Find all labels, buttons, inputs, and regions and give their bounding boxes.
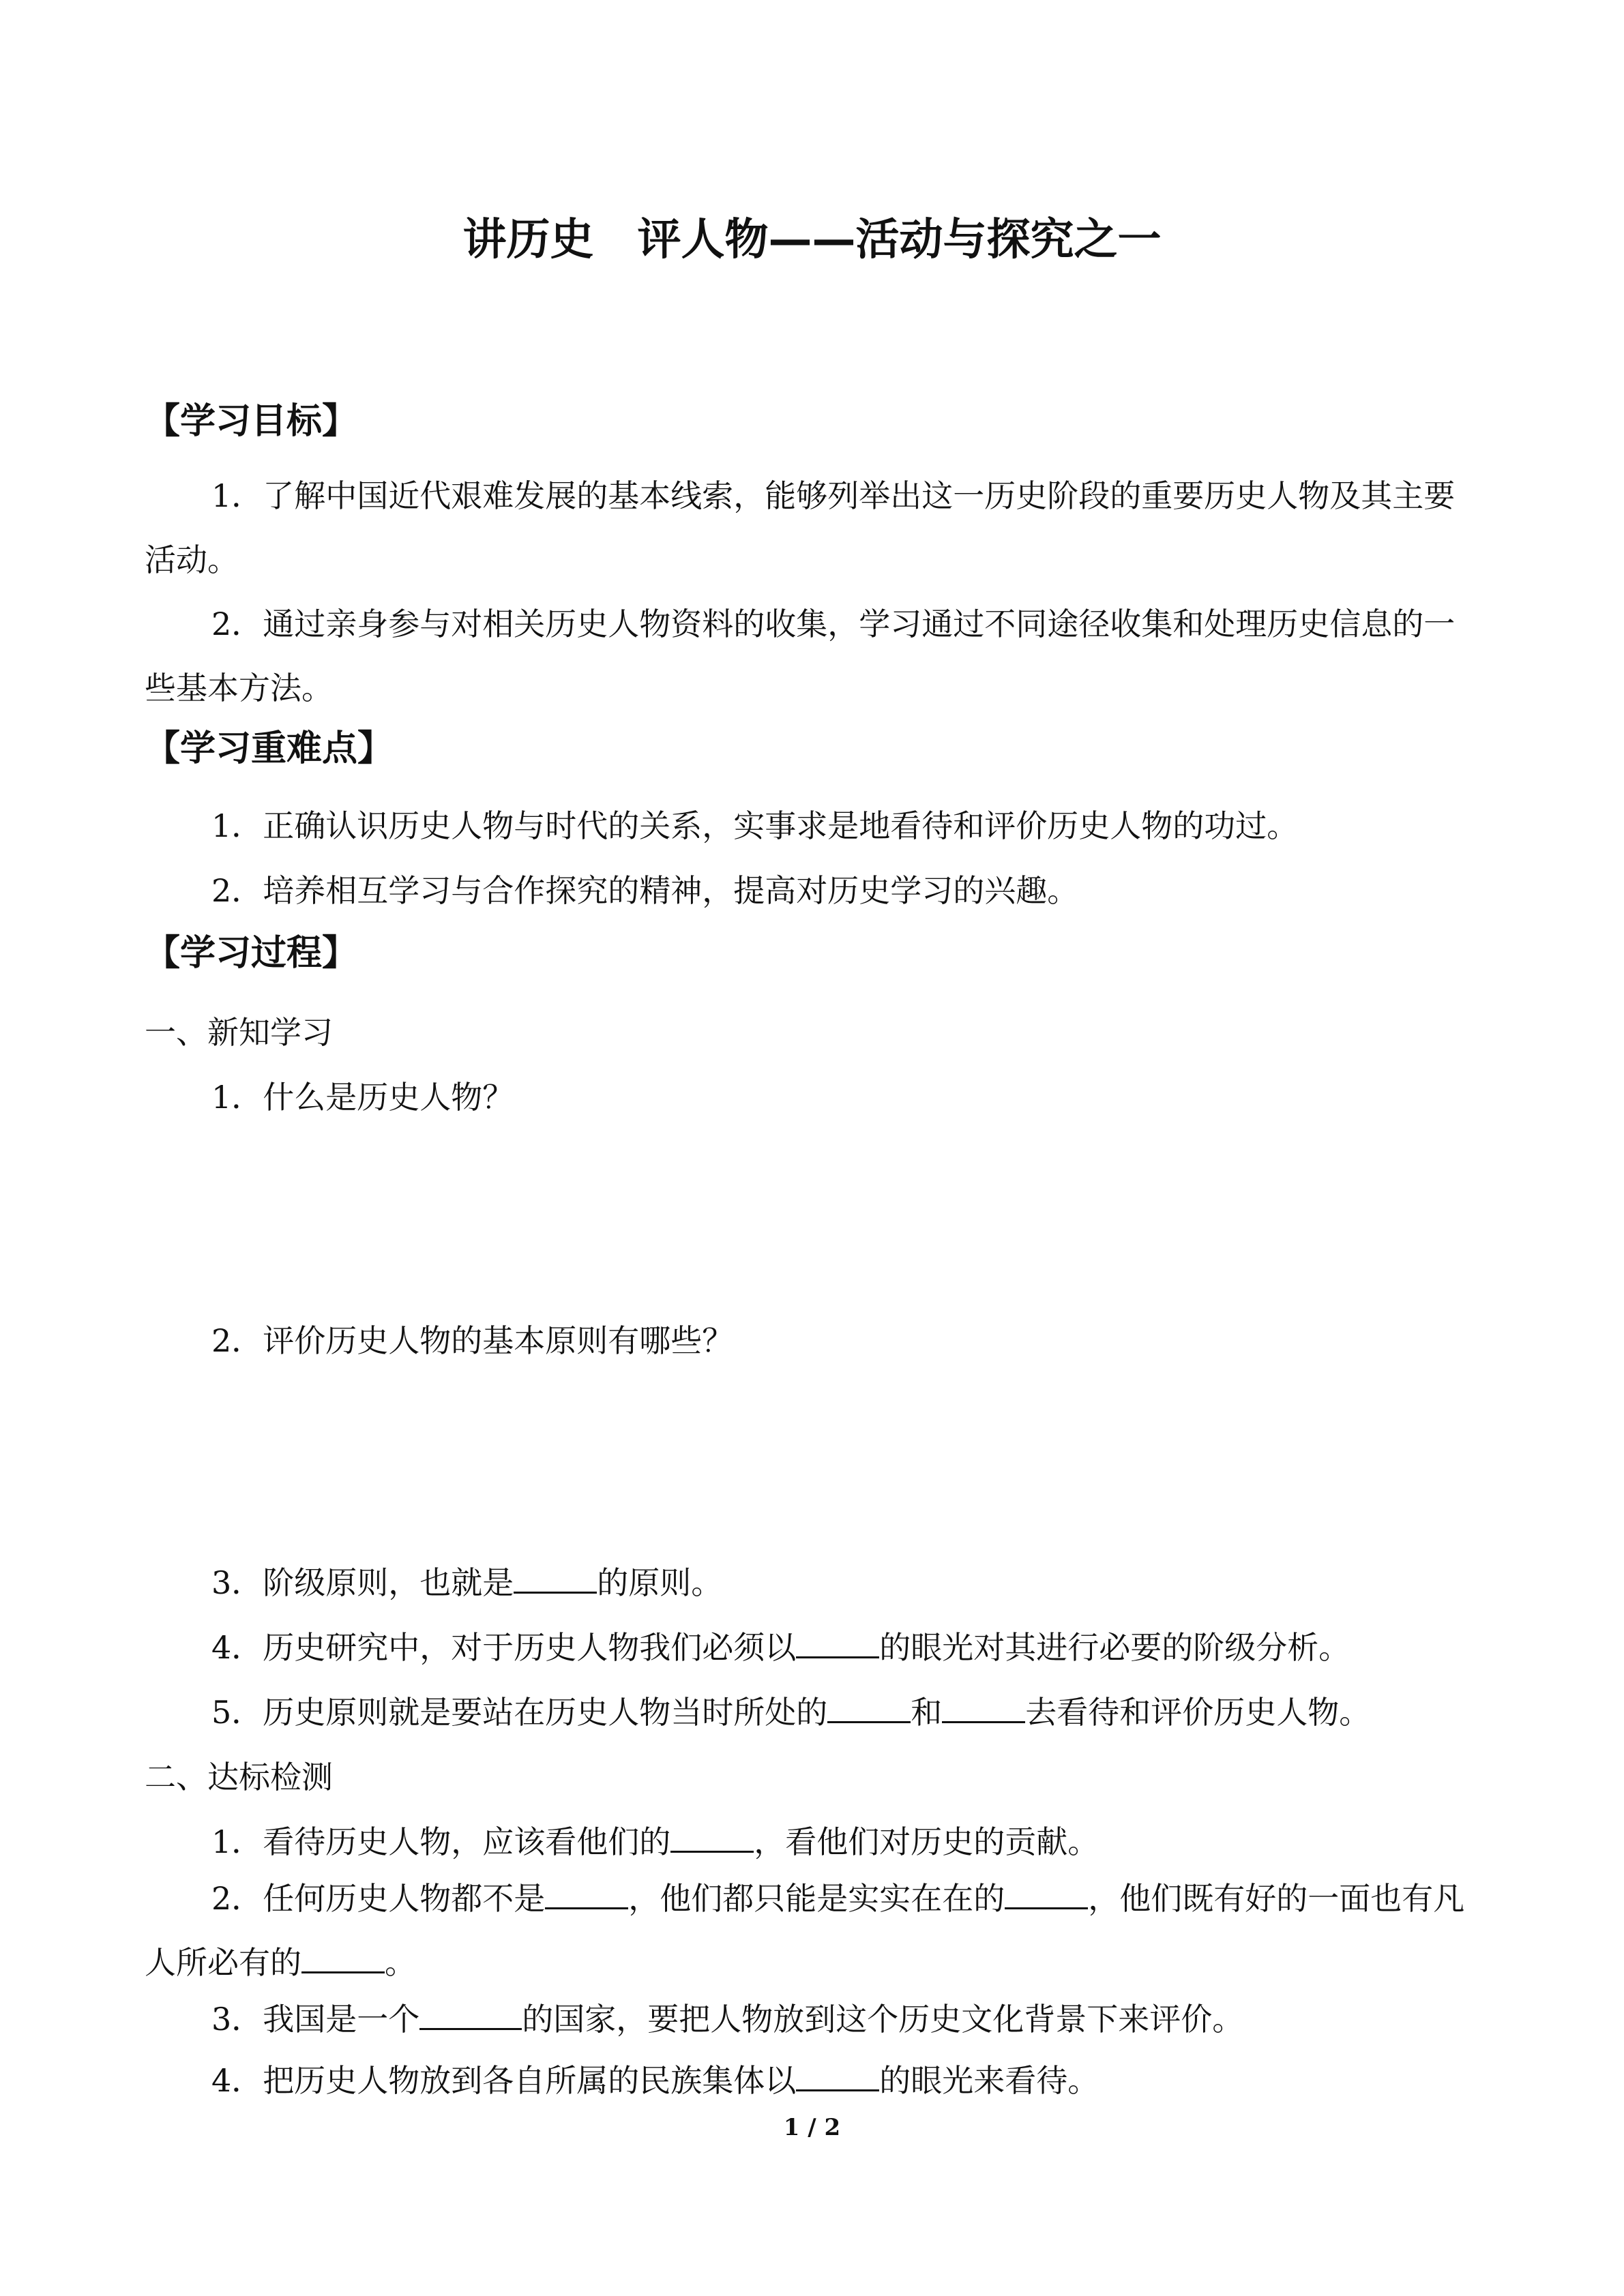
part1-question-5: 5．历史原则就是要站在历史人物当时所处的 和 去看待和评价历史人物。 — [211, 1688, 1370, 1733]
part1-heading: 一、新知学习 — [145, 1014, 333, 1051]
answer-blank[interactable] — [301, 1940, 385, 1973]
answer-blank[interactable] — [514, 1560, 597, 1594]
answer-blank[interactable] — [670, 1819, 754, 1853]
page-number: 1 / 2 — [783, 2114, 841, 2141]
answer-blank[interactable] — [545, 1876, 628, 1909]
part1-question-1: 1．什么是历史人物？ — [211, 1079, 514, 1116]
key-points-heading: 【学习重难点】 — [145, 728, 394, 769]
answer-blank[interactable] — [419, 1997, 522, 2030]
key-point-1: 1．正确认识历史人物与时代的关系，实事求是地看待和评价历史人物的功过。 — [211, 807, 1299, 844]
part2-question-4: 4．把历史人物放到各自所属的民族集体以 的眼光来看待。 — [211, 2056, 1099, 2101]
answer-blank[interactable] — [796, 1625, 879, 1658]
part1-question-3: 3．阶级原则，也就是 的原则。 — [211, 1558, 722, 1603]
answer-blank[interactable] — [827, 1690, 911, 1723]
part2-question-1: 1．看待历史人物，应该看他们的 ，看他们对历史的贡献。 — [211, 1817, 1099, 1862]
answer-blank[interactable] — [1005, 1876, 1088, 1909]
goal-item-1: 1．了解中国近代艰难发展的基本线索，能够列举出这一历史阶段的重要历史人物及其主要活动。 — [145, 477, 1456, 578]
part2-question-2: 2．任何历史人物都不是 ，他们都只能是实实在在的 ，他们既有好的一面也有凡人所必有的 。 — [145, 1866, 1481, 1995]
document-title: 讲历史 评人物——活动与探究之一 — [462, 215, 1162, 265]
part1-question-4: 4．历史研究中，对于历史人物我们必须以 的眼光对其进行必要的阶级分析。 — [211, 1623, 1350, 1668]
answer-blank[interactable] — [942, 1690, 1025, 1723]
part1-question-2: 2．评价历史人物的基本原则有哪些？ — [211, 1322, 734, 1359]
part2-heading: 二、达标检测 — [145, 1759, 333, 1795]
goals-heading: 【学习目标】 — [145, 401, 358, 442]
goal-item-2: 2．通过亲身参与对相关历史人物资料的收集，学习通过不同途径收集和处理历史信息的一些基本方法。 — [145, 606, 1456, 706]
process-heading: 【学习过程】 — [145, 933, 358, 974]
key-point-2: 2．培养相互学习与合作探究的精神，提高对历史学习的兴趣。 — [211, 872, 1079, 909]
answer-blank[interactable] — [796, 2058, 879, 2091]
part2-question-3: 3．我国是一个 的国家，要把人物放到这个历史文化背景下来评价。 — [211, 1995, 1243, 2040]
